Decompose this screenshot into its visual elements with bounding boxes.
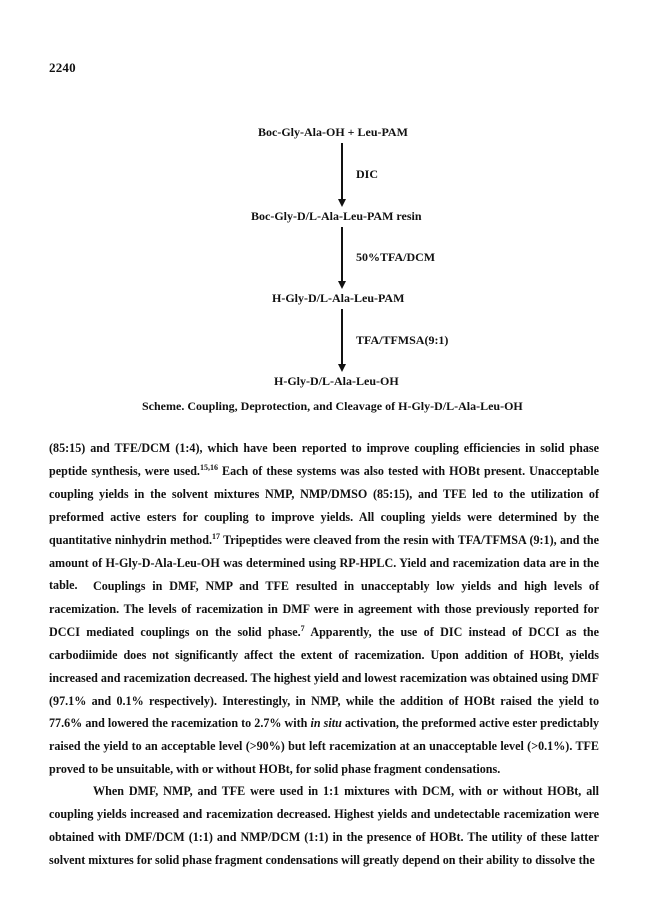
caption-text: Coupling, Deprotection, and Cleavage of H-Gly-D/L-Ala-Leu-OH [184, 399, 523, 413]
scheme-reagent-2: 50%TFA/DCM [356, 250, 436, 264]
scheme-intermediate-2: H-Gly-D/L-Ala-Leu-PAM [272, 291, 405, 305]
paragraph-2 [49, 575, 599, 781]
p1-text-a: (85:15) and TFE/DCM (1:4), which have been reported to improve coupling efficiencies in solid phase peptide synthesis, were used. [49, 441, 599, 478]
p2-text-a: Couplings in DMF, NMP and TFE resulted in unacceptably low yields and high levels of racemization. The levels of racemization in DMF were in agreement with those previously reported for DCCI mediated couplings on the solid phase. [49, 579, 599, 639]
p2-text-b: Apparently, the use of DIC instead of DCCI as the carbodiimide does not significantly affect the extent of racemization. Upon addition of HOBt, yields increased and racemization decreased. The highest yield and lowest racemization was obtained using DMF (97.1% and 0.1% respectively). Interestingly, in NMP, while the addition of HOBt raised the yield to 77.6% and lowered the racemization to 2.7% with [49, 624, 600, 731]
scheme-product: H-Gly-D/L-Ala-Leu-OH [274, 374, 399, 388]
scheme-arrowhead-3 [338, 364, 346, 372]
p1-text-c: Tripeptides were cleaved from the resin with TFA/TFMSA (9:1), and the amount of H-Gly-D-Ala-Leu-OH was determined using RP-HPLC. Yield and racemization data are in the table. [49, 532, 599, 593]
paragraph-3: When DMF, NMP, and TFE were used in 1:1 mixtures with DCM, with or without HOBt, all coupling yields increased and racemization decreased. Highest yields and undetectable racemization were obtained with DMF/DCM (1:1) and NMP/DCM (1:1) in the presence of HOBt. The utility of these latter solvent mixtures for solid phase fragment condensations will greatly depend on their ability to dissolve the [49, 784, 599, 867]
paragraph-1 [49, 437, 599, 597]
page-number: 2240 [49, 60, 76, 75]
scheme-caption [142, 399, 562, 414]
p2-italic-term: in situ [310, 716, 342, 731]
caption-label: Scheme. [142, 399, 185, 413]
scheme-arrowhead-1 [338, 199, 346, 207]
scheme-arrow-3 [341, 309, 343, 365]
p1-reference-2: 17 [211, 531, 220, 541]
scheme-reagent-3: TFA/TFMSA(9:1) [356, 333, 449, 347]
scheme-arrowhead-2 [338, 281, 346, 289]
scheme-arrow-1 [341, 143, 343, 201]
p1-text-b: Each of these systems was also tested with HOBt present. Unacceptable coupling yields in the solvent mixtures NMP, NMP/DMSO (85:15), and TFE led to the utilization of preformed active esters for coupling to improve yields. All coupling yields were determined by the quantitative ninhydrin method. [49, 463, 600, 547]
p2-text-c: activation, the preformed active ester predictably raised the yield to an acceptable level (>90%) but left racemization at an unacceptable level (>0.1%). TFE proved to be unsuitable, with or without HOBt, for solid phase fragment condensations. [49, 716, 600, 777]
scheme-intermediate-1: Boc-Gly-D/L-Ala-Leu-PAM resin [251, 209, 422, 223]
scheme-arrow-2 [341, 227, 343, 283]
scheme-reactants: Boc-Gly-Ala-OH + Leu-PAM [258, 125, 408, 139]
p2-reference: 7 [300, 623, 305, 633]
p1-reference-1: 15,16 [199, 462, 218, 472]
scheme-reagent-1: DIC [356, 167, 379, 181]
